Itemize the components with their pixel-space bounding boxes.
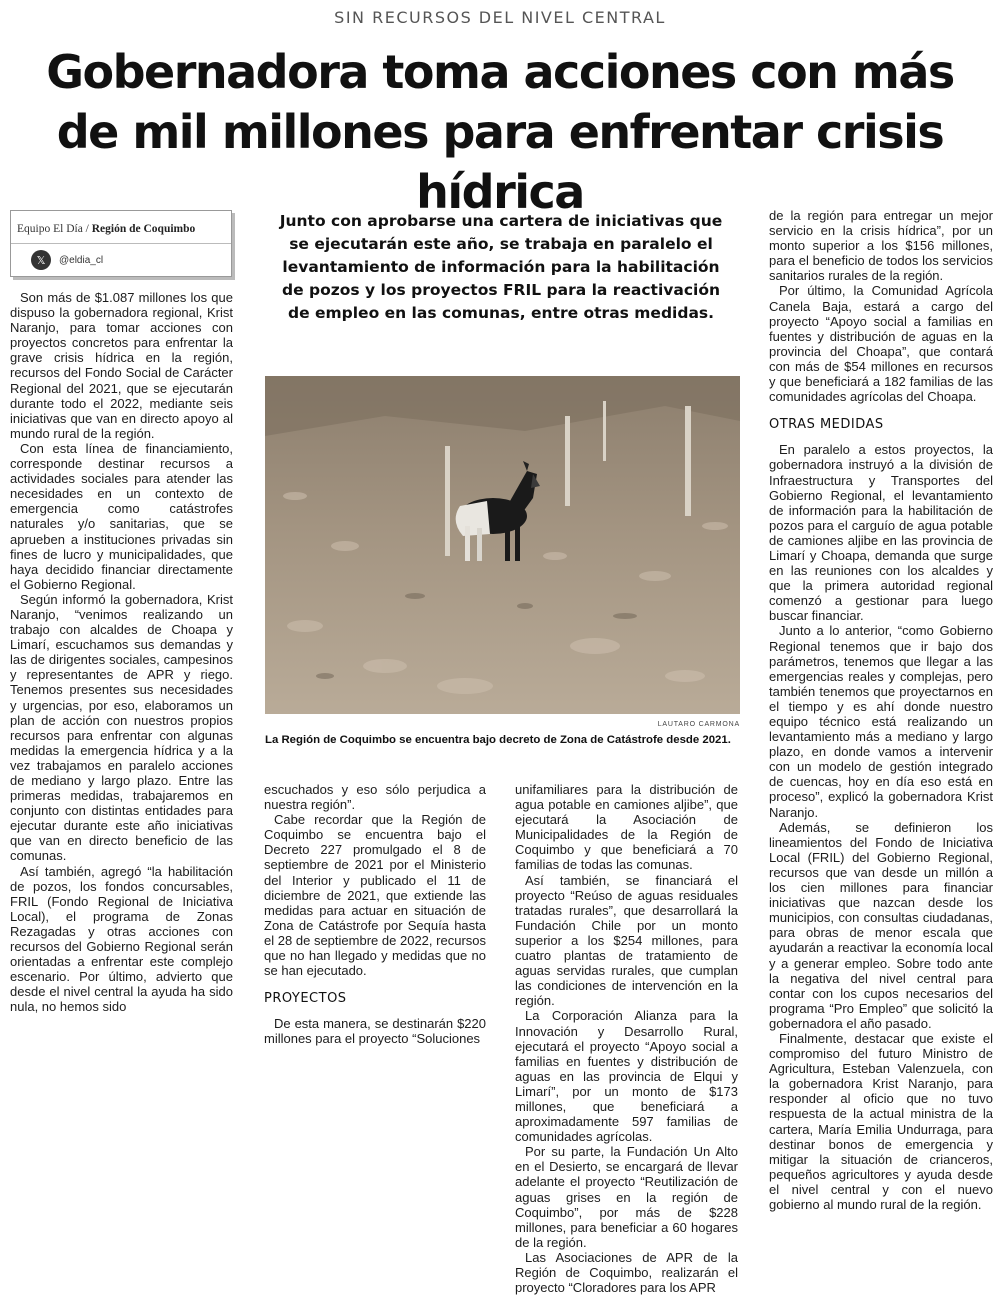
col4-paragraph-4: Junto a lo anterior, “como Gobierno Regional tenemos que ir bajo dos parámetros, tenemos que llegar a las emergencias reales y complejas, pero también tenemos que proyectarnos en el tiempo y es ahí donde nuestro equipo técnico está realizando un levantamiento más a mediano y largo plazo, en donde vamos a intervenir con un modelo de gestión integrado de cuencas, hoy en día eso está en proceso”, explicó la gobernadora Krist Naranjo. bbox=[769, 623, 993, 820]
col3-paragraph-4: Por su parte, la Fundación Un Alto en el Desierto, se encargará de llevar adelante el proyecto “Reutilización de aguas grises en la región de Coquimbo”, por más de $228 millones, para beneficiar a 60 hogares de la región. bbox=[515, 1144, 738, 1250]
col2-paragraph-2: Cabe recordar que la Región de Coquimbo se encuentra bajo el Decreto 227 promulgado el 8 de septiembre de 2021 por el Ministerio del Interior y publicado el 11 de diciembre de 2021, que extiende las medidas para actuar en situación de Zona de Catástrofe por Sequía hasta el 28 de septiembre de 2022, recursos que no han llegado y medidas que no se han ejecutado. bbox=[264, 812, 486, 979]
col4-paragraph-6: Finalmente, destacar que existe el compromiso del futuro Ministro de Agricultura, Esteban Valenzuela, con la gobernadora Krist Naranjo, para responder al oficio que no tuvo respuesta de la actual ministra de la cartera, María Emilia Undurraga, para destinar bonos de emergencia y mitigar la situación de crianceros, pequeños agricultores y ayuda desde el nivel central y con el nuevo gobierno al mundo rural de la región. bbox=[769, 1030, 993, 1212]
headline: Gobernadora toma acciones con más de mil millones para enfrentar crisis hídrica bbox=[46, 45, 954, 219]
col1-paragraph-1: Son más de $1.087 millones los que dispuso la gobernadora regional, Krist Naranjo, para tomar acciones con proyectos concretos para enfrentar la grave crisis hídrica en la región, recursos del Fondo Social de Carácter Regional del 2021, que se ejecutarán durante todo el 2022, mediante seis iniciativas que van en directo apoyo al mundo rural de la región. bbox=[10, 290, 233, 441]
column-3 bbox=[515, 782, 738, 1295]
photo-caption: La Región de Coquimbo se encuentra bajo decreto de Zona de Catástrofe desde 2021. bbox=[265, 734, 731, 746]
col3-paragraph-1: unifamiliares para la distribución de agua potable en camiones aljibe”, que ejecutará la Asociación de Municipalidades de la Región de Coquimbo y que beneficiará a 70 familias de todas las comunas. bbox=[515, 782, 738, 873]
kicker: SIN RECURSOS DEL NIVEL CENTRAL bbox=[334, 8, 666, 27]
twitter-handle[interactable]: @eldia_cl bbox=[59, 254, 104, 266]
article-photo bbox=[265, 376, 740, 714]
col2-paragraph-1: escuchados y eso sólo perjudica a nuestra región”. bbox=[264, 782, 486, 813]
byline-author-line bbox=[11, 211, 231, 244]
col2-paragraph-3: De esta manera, se destinarán $220 millones para el proyecto “Soluciones bbox=[264, 1016, 486, 1047]
byline-box bbox=[10, 210, 232, 277]
column-1 bbox=[10, 290, 233, 1015]
col3-paragraph-2: Así también, se financiará el proyecto “Reúso de aguas residuales tratadas rurales”, que desarrollará la Fundación Chile por un monto superior a los $254 millones, para cuatro plantas de tratamiento de aguas servidas rurales, que cumplan las condiciones de intervención en la región. bbox=[515, 872, 738, 1009]
section-heading-otras-medidas: OTRAS MEDIDAS bbox=[769, 417, 884, 433]
section-heading-proyectos: PROYECTOS bbox=[264, 991, 347, 1007]
col3-paragraph-5: Las Asociaciones de APR de la Región de Coquimbo, realizarán el proyecto “Cloradores para los APR bbox=[515, 1249, 738, 1296]
col4-paragraph-5: Además, se definieron los lineamientos del Fondo de Iniciativa Local (FRIL) del Gobierno Regional, recursos que van desde un millón a los cien millones para financiar iniciativas que nazcan desde los municipios, con consultas ciudadanas, para obras de menor escala que ayudarán a reactivar la economía local y a generar empleo. Sobre todo ante la negativa del nivel central para contar con los cupos necesarios del programa “Pro Empleo” que solicitó la gobernadora el año pasado. bbox=[769, 819, 993, 1031]
byline-separator: / bbox=[85, 223, 89, 235]
lead-paragraph: Junto con aprobarse una cartera de iniciativas que se ejecutarán este año, se trabaja en paralelo el levantamiento de información para la habilitación de pozos y los proyectos FRIL para la reactivación de empleo en las comunas, entre otras medidas. bbox=[279, 212, 723, 322]
col1-paragraph-4: Así también, agregó “la habilitación de pozos, los fondos concursables, FRIL (Fondo Regional de Iniciativa Local), el programa de Zonas Rezagadas y otras acciones con recursos del Gobierno Regional serán orientadas a enfrentar este complejo escenario. Por último, advierto que desde el nivel central la ayuda ha sido nula, no hemos sido bbox=[10, 863, 233, 1015]
byline-social bbox=[11, 244, 231, 270]
col4-paragraph-1: de la región para entregar un mejor servicio en la crisis hídrica”, por un monto superior a los $156 millones, para el beneficio de todos los servicios sanitarios rurales de la región. bbox=[769, 208, 993, 284]
photo-credit: LAUTARO CARMONA bbox=[657, 721, 740, 728]
col1-paragraph-3: Según informó la gobernadora, Krist Naranjo, “venimos realizando un trabajo con alcaldes de Choapa y Limarí, escuchamos sus demandas y las de dirigentes sociales, campesinos y representantes de APR y riego. Tenemos presentes sus necesidades y urgencias, por eso, elaboramos un plan de acción con nuestros propios recursos para enfrentar con algunas medidas la emergencia hídrica y a la vez trabajamos en paralelo acciones de mediano y largo plazo. Entre las primeras medidas, trabajaremos en conjunto con distintas entidades para ejecutar durante este año iniciativas que van en directo beneficio de las comunas. bbox=[10, 591, 233, 864]
col1-paragraph-2: Con esta línea de financiamiento, corresponde destinar recursos a actividades sociales para atender las necesidades en un contexto de emergencia como catástrofes naturales y/o sanitarias, que se aprueben a instituciones privadas sin fines de lucro y municipalidades, que haya decidido financiar directamente el Gobierno Regional. bbox=[10, 440, 233, 592]
col4-paragraph-2: Por último, la Comunidad Agrícola Canela Baja, estará a cargo del proyecto “Apoyo social a familias en fuentes y distribución de aguas en la provincia del Choapa”, que contará con más de $54 millones en recursos y que beneficiará a 182 familias de las comunidades agrícolas del Choapa. bbox=[769, 283, 993, 405]
byline-region: Región de Coquimbo bbox=[91, 223, 196, 235]
byline-author: Equipo El Día bbox=[17, 223, 83, 235]
column-2 bbox=[264, 782, 486, 1047]
twitter-icon[interactable]: 𝕏 bbox=[31, 250, 51, 270]
column-4 bbox=[769, 208, 993, 1212]
col4-paragraph-3: En paralelo a estos proyectos, la gobernadora instruyó a la división de Infraestructura y Transportes del Gobierno Regional, el levantamiento de información para la habilitación de pozos para el carguío de agua potable de camiones aljibe en las provincia de Limarí y Choapa, demanda que surge en las reuniones con los alcaldes y que la primera autoridad regional comenzó a gestionar para luego buscar financiar. bbox=[769, 442, 993, 624]
goat-field-illustration bbox=[265, 376, 740, 714]
col3-paragraph-3: La Corporación Alianza para la Innovación y Desarrollo Rural, ejecutará el proyecto “Apoyo social a familias en fuentes y distribución de aguas en las provincia de Elqui y Limarí”, por un monto de $173 millones, que beneficiará a aproximadamente 597 familias de comunidades agrícolas. bbox=[515, 1008, 738, 1145]
